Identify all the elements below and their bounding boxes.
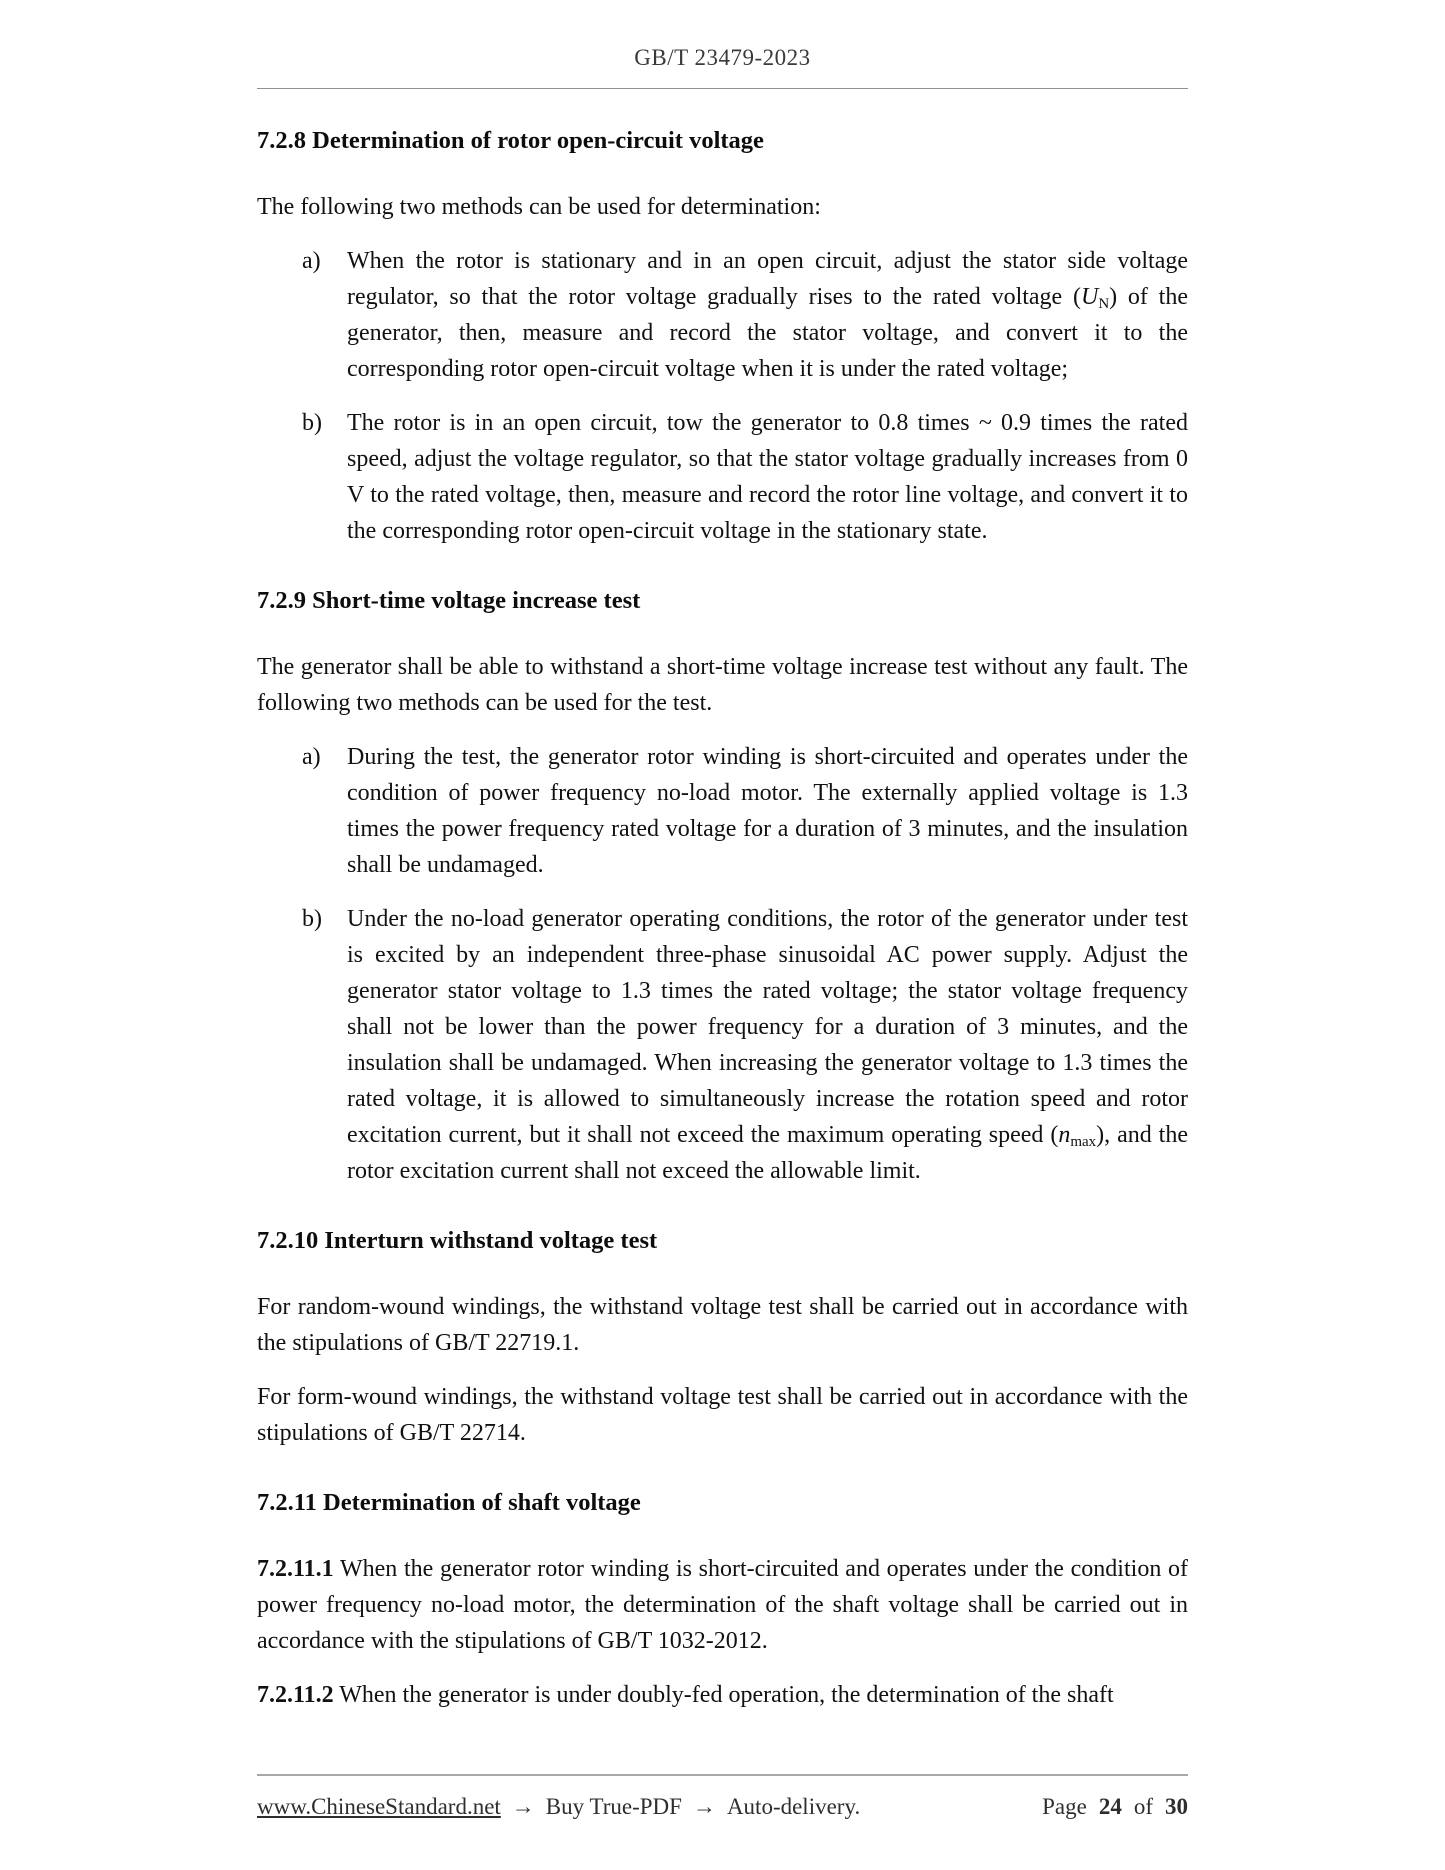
- text-segment: ) of the generator, then, measure and record the stator voltage, and convert it to the corresponding rotor open-circuit voltage when it is under the rated voltage;: [347, 284, 1188, 382]
- text-segment: When the generator rotor winding is short-circuited and operates under the condition of power frequency no-load motor, the determination of the shaft voltage shall be carried out in accordance with the stipulations of GB/T 1032-2012.: [257, 1556, 1188, 1654]
- list-label: b): [302, 410, 322, 436]
- variable-symbol-u: U: [1080, 284, 1099, 310]
- list-item-b-7-2-9: [257, 901, 1188, 1189]
- header-divider: [257, 88, 1188, 89]
- document-number: GB/T 23479-2023: [634, 45, 811, 70]
- section-heading-7-2-8: 7.2.8 Determination of rotor open-circuit voltage: [257, 127, 764, 154]
- text-segment: When the generator is under doubly-fed operation, the determination of the shaft: [333, 1682, 1114, 1708]
- section-heading-7-2-10: 7.2.10 Interturn withstand voltage test: [257, 1227, 658, 1254]
- page-number-total: 30: [1165, 1794, 1188, 1819]
- clause-number-7-2-11-2: 7.2.11.2: [257, 1682, 334, 1708]
- page-number-current: 24: [1098, 1794, 1122, 1819]
- footer-row: [257, 1794, 1188, 1820]
- list-label: a): [302, 744, 321, 770]
- page-of-label: of: [1133, 1794, 1153, 1819]
- paragraph-7-2-10-form-wound: For form-wound windings, the withstand voltage test shall be carried out in accordance with the stipulations of GB/T 22714.: [257, 1384, 1188, 1446]
- page-header: [0, 0, 1445, 89]
- arrow-right-icon: →: [511, 1794, 535, 1819]
- paragraph-7-2-10-random-wound: For random-wound windings, the withstand voltage test shall be carried out in accordance with the stipulations of GB/T 22719.1.: [257, 1294, 1188, 1356]
- page-label: Page: [1042, 1794, 1087, 1819]
- text-segment: ), and the rotor excitation current shall not exceed the allowable limit.: [347, 1122, 1188, 1184]
- list-label: b): [302, 906, 322, 932]
- variable-symbol-n: n: [1058, 1122, 1071, 1148]
- page-footer: [257, 1774, 1188, 1820]
- text-segment: Under the no-load generator operating conditions, the rotor of the generator under test is excited by an independent three-phase sinusoidal AC power supply. Adjust the generator stator voltage to 1.3 times the rated voltage; the stator voltage frequency shall not be lower than the power frequency for a duration of 3 minutes, and the insulation shall be undamaged. When increasing the generator voltage to 1.3 times the rated voltage, it is allowed to simultaneously increase the rotation speed and rotor excitation current, but it shall not exceed the maximum operating speed (: [347, 906, 1188, 1148]
- footer-delivery-text: Auto-delivery.: [726, 1794, 861, 1819]
- document-content: [257, 123, 1188, 1713]
- subscript-max: max: [1070, 1134, 1097, 1150]
- list-item-a-7-2-9: [257, 739, 1188, 883]
- list-item-text: During the test, the generator rotor winding is short-circuited and operates under the condition of power frequency no-load motor. The externally applied voltage is 1.3 times the power frequency rated voltage for a duration of 3 minutes, and the insulation shall be undamaged.: [347, 744, 1188, 878]
- list-label: a): [302, 248, 321, 274]
- list-item-b-7-2-8: [257, 405, 1188, 549]
- footer-buy-text: Buy True-PDF: [545, 1794, 682, 1819]
- section-heading-7-2-9: 7.2.9 Short-time voltage increase test: [257, 587, 641, 614]
- arrow-right-icon: →: [692, 1794, 716, 1819]
- subscript-n: N: [1098, 296, 1110, 312]
- list-item-text: [347, 901, 1188, 1189]
- text-segment: When the rotor is stationary and in an open circuit, adjust the stator side voltage regulator, so that the rotor voltage gradually rises to the rated voltage (: [347, 248, 1188, 310]
- paragraph-7-2-11-2: [257, 1677, 1188, 1713]
- clause-number-7-2-11-1: 7.2.11.1: [257, 1556, 334, 1582]
- footer-site-link[interactable]: www.ChineseStandard.net: [257, 1794, 501, 1819]
- paragraph-7-2-11-1: [257, 1551, 1188, 1659]
- list-item-text: The rotor is in an open circuit, tow the generator to 0.8 times ~ 0.9 times the rated speed, adjust the voltage regulator, so that the stator voltage gradually increases from 0 V to the rated voltage, then, measure and record the rotor line voltage, and convert it to the corresponding rotor open-circuit voltage in the stationary state.: [347, 410, 1188, 544]
- list-item-text: [347, 243, 1188, 387]
- footer-left: [257, 1794, 860, 1820]
- intro-paragraph-7-2-8: The following two methods can be used for determination:: [257, 194, 821, 220]
- section-heading-7-2-11: 7.2.11 Determination of shaft voltage: [257, 1489, 641, 1516]
- page-indicator: [1042, 1794, 1188, 1820]
- intro-paragraph-7-2-9: The generator shall be able to withstand a short-time voltage increase test without any fault. The following two methods can be used for the test.: [257, 654, 1188, 716]
- list-item-a-7-2-8: [257, 243, 1188, 387]
